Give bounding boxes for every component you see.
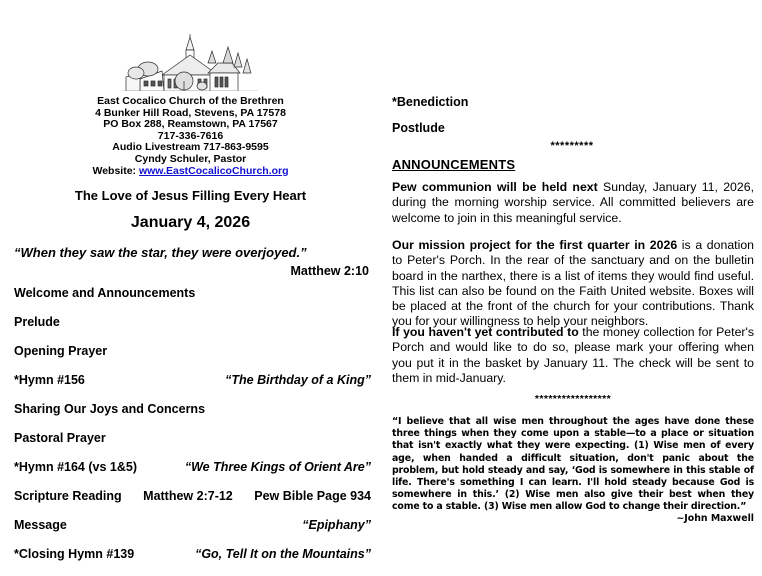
church-phone: 717-336-7616 xyxy=(157,129,224,142)
scripture-verse-reference: Matthew 2:10 xyxy=(290,264,369,278)
order-item-label: *Hymn #164 (vs 1&5) xyxy=(14,460,137,474)
church-address-line-1: 4 Bunker Hill Road, Stevens, PA 17578 xyxy=(95,106,286,119)
website-label: Website: xyxy=(92,164,137,177)
announcement-3-body: the money collection for Peter's Porch and would like to do so, please mark your offering when you put it in the basket by January 11. The check will be sent to them in mid-January. xyxy=(392,325,754,385)
order-row xyxy=(14,431,371,460)
order-row xyxy=(14,460,371,489)
church-address-line-2: PO Box 288, Reamstown, PA 17567 xyxy=(103,118,278,131)
pew-bible-page: Pew Bible Page 934 xyxy=(254,489,371,503)
church-tagline: The Love of Jesus Filling Every Heart xyxy=(74,188,307,203)
announcement-paragraph-3 xyxy=(392,325,754,386)
announcement-2-lead: Our mission project for the first quarter in 2026 xyxy=(392,238,678,252)
postlude-item: Postlude xyxy=(392,121,445,135)
left-column xyxy=(0,0,381,561)
quote-attribution: ~John Maxwell xyxy=(676,513,754,524)
announcement-1-lead: Pew communion will be held next xyxy=(392,180,598,194)
announcement-1-body: Sunday, January 11, 2026, during the morning worship service. All committed believers are welcome to join in this meaningful service. xyxy=(392,180,754,225)
church-building-line-art-icon xyxy=(116,33,266,91)
order-row xyxy=(14,344,371,373)
order-item-title: “The Birthday of a King” xyxy=(225,373,371,387)
right-column xyxy=(381,0,762,543)
announcements-heading: ANNOUNCEMENTS xyxy=(392,157,516,172)
order-item-label: Prelude xyxy=(14,315,60,329)
order-item-label: Sharing Our Joys and Concerns xyxy=(14,402,206,416)
church-logo xyxy=(0,33,381,91)
order-item-label: Scripture Reading xyxy=(14,489,122,503)
order-item-label: *Hymn #156 xyxy=(14,373,85,387)
order-item-title: “Epiphany” xyxy=(302,518,371,532)
scripture-verse: “When they saw the star, they were overjoyed.” xyxy=(14,245,307,260)
order-of-service-list xyxy=(14,286,371,576)
church-name: East Cocalico Church of the Brethren xyxy=(97,95,284,107)
service-date: January 4, 2026 xyxy=(130,214,251,231)
benediction-item: *Benediction xyxy=(392,95,469,109)
order-item-title: “We Three Kings of Orient Are” xyxy=(184,460,371,474)
order-row xyxy=(14,286,371,315)
church-pastor: Cyndy Schuler, Pastor xyxy=(134,152,247,165)
order-item-label: Message xyxy=(14,518,67,532)
announcement-paragraph-1 xyxy=(392,180,754,226)
order-row xyxy=(14,402,371,431)
church-livestream: Audio Livestream 717-863-9595 xyxy=(112,141,269,154)
church-website-line xyxy=(0,166,381,178)
announcement-2-body: is a donation to Peter's Porch. In the rear of the sanctuary and on the bulletin board in the narthex, there is a list of items they would find useful. This list can also be found on the Faith United website. Boxes will be placed at the front of the church for your contributions. Thank you for your willingness to help your neighbors. xyxy=(392,238,754,329)
order-item-label: Pastoral Prayer xyxy=(14,431,106,445)
church-website-link[interactable]: www.EastCocalicoChurch.org xyxy=(138,164,289,177)
order-row-scripture xyxy=(14,489,371,518)
order-row xyxy=(14,547,371,576)
order-item-label: Opening Prayer xyxy=(14,344,108,358)
section-divider-stars-bottom: ***************** xyxy=(534,393,612,405)
order-row xyxy=(14,315,371,344)
church-address-block xyxy=(0,96,381,177)
order-item-label: *Closing Hymn #139 xyxy=(14,547,135,561)
section-divider-stars-top: ********* xyxy=(550,140,594,152)
order-row xyxy=(14,373,371,402)
announcement-3-lead: If you haven't yet contributed to xyxy=(392,325,579,339)
order-item-title: “Go, Tell It on the Mountains” xyxy=(195,547,371,561)
inspirational-quote: “I believe that all wise men throughout the ages have done these three things when they come upon a stable—to a place or situation that isn't exactly what they were expecting. (1) Wise men of every age, when handed a difficult situation, don't panic about the problem, but hold steady and say, ‘God is somewhere in this stable of life. There's something I can learn. I'll hold steady because God is somewhere in this.’ (2) Wise men also give their best when they come to a stable. (3) Wise men allow God to change their direction.” xyxy=(392,416,754,513)
scripture-passage: Matthew 2:7-12 xyxy=(143,489,233,503)
order-item-label: Welcome and Announcements xyxy=(14,286,196,300)
announcement-paragraph-2 xyxy=(392,238,754,330)
